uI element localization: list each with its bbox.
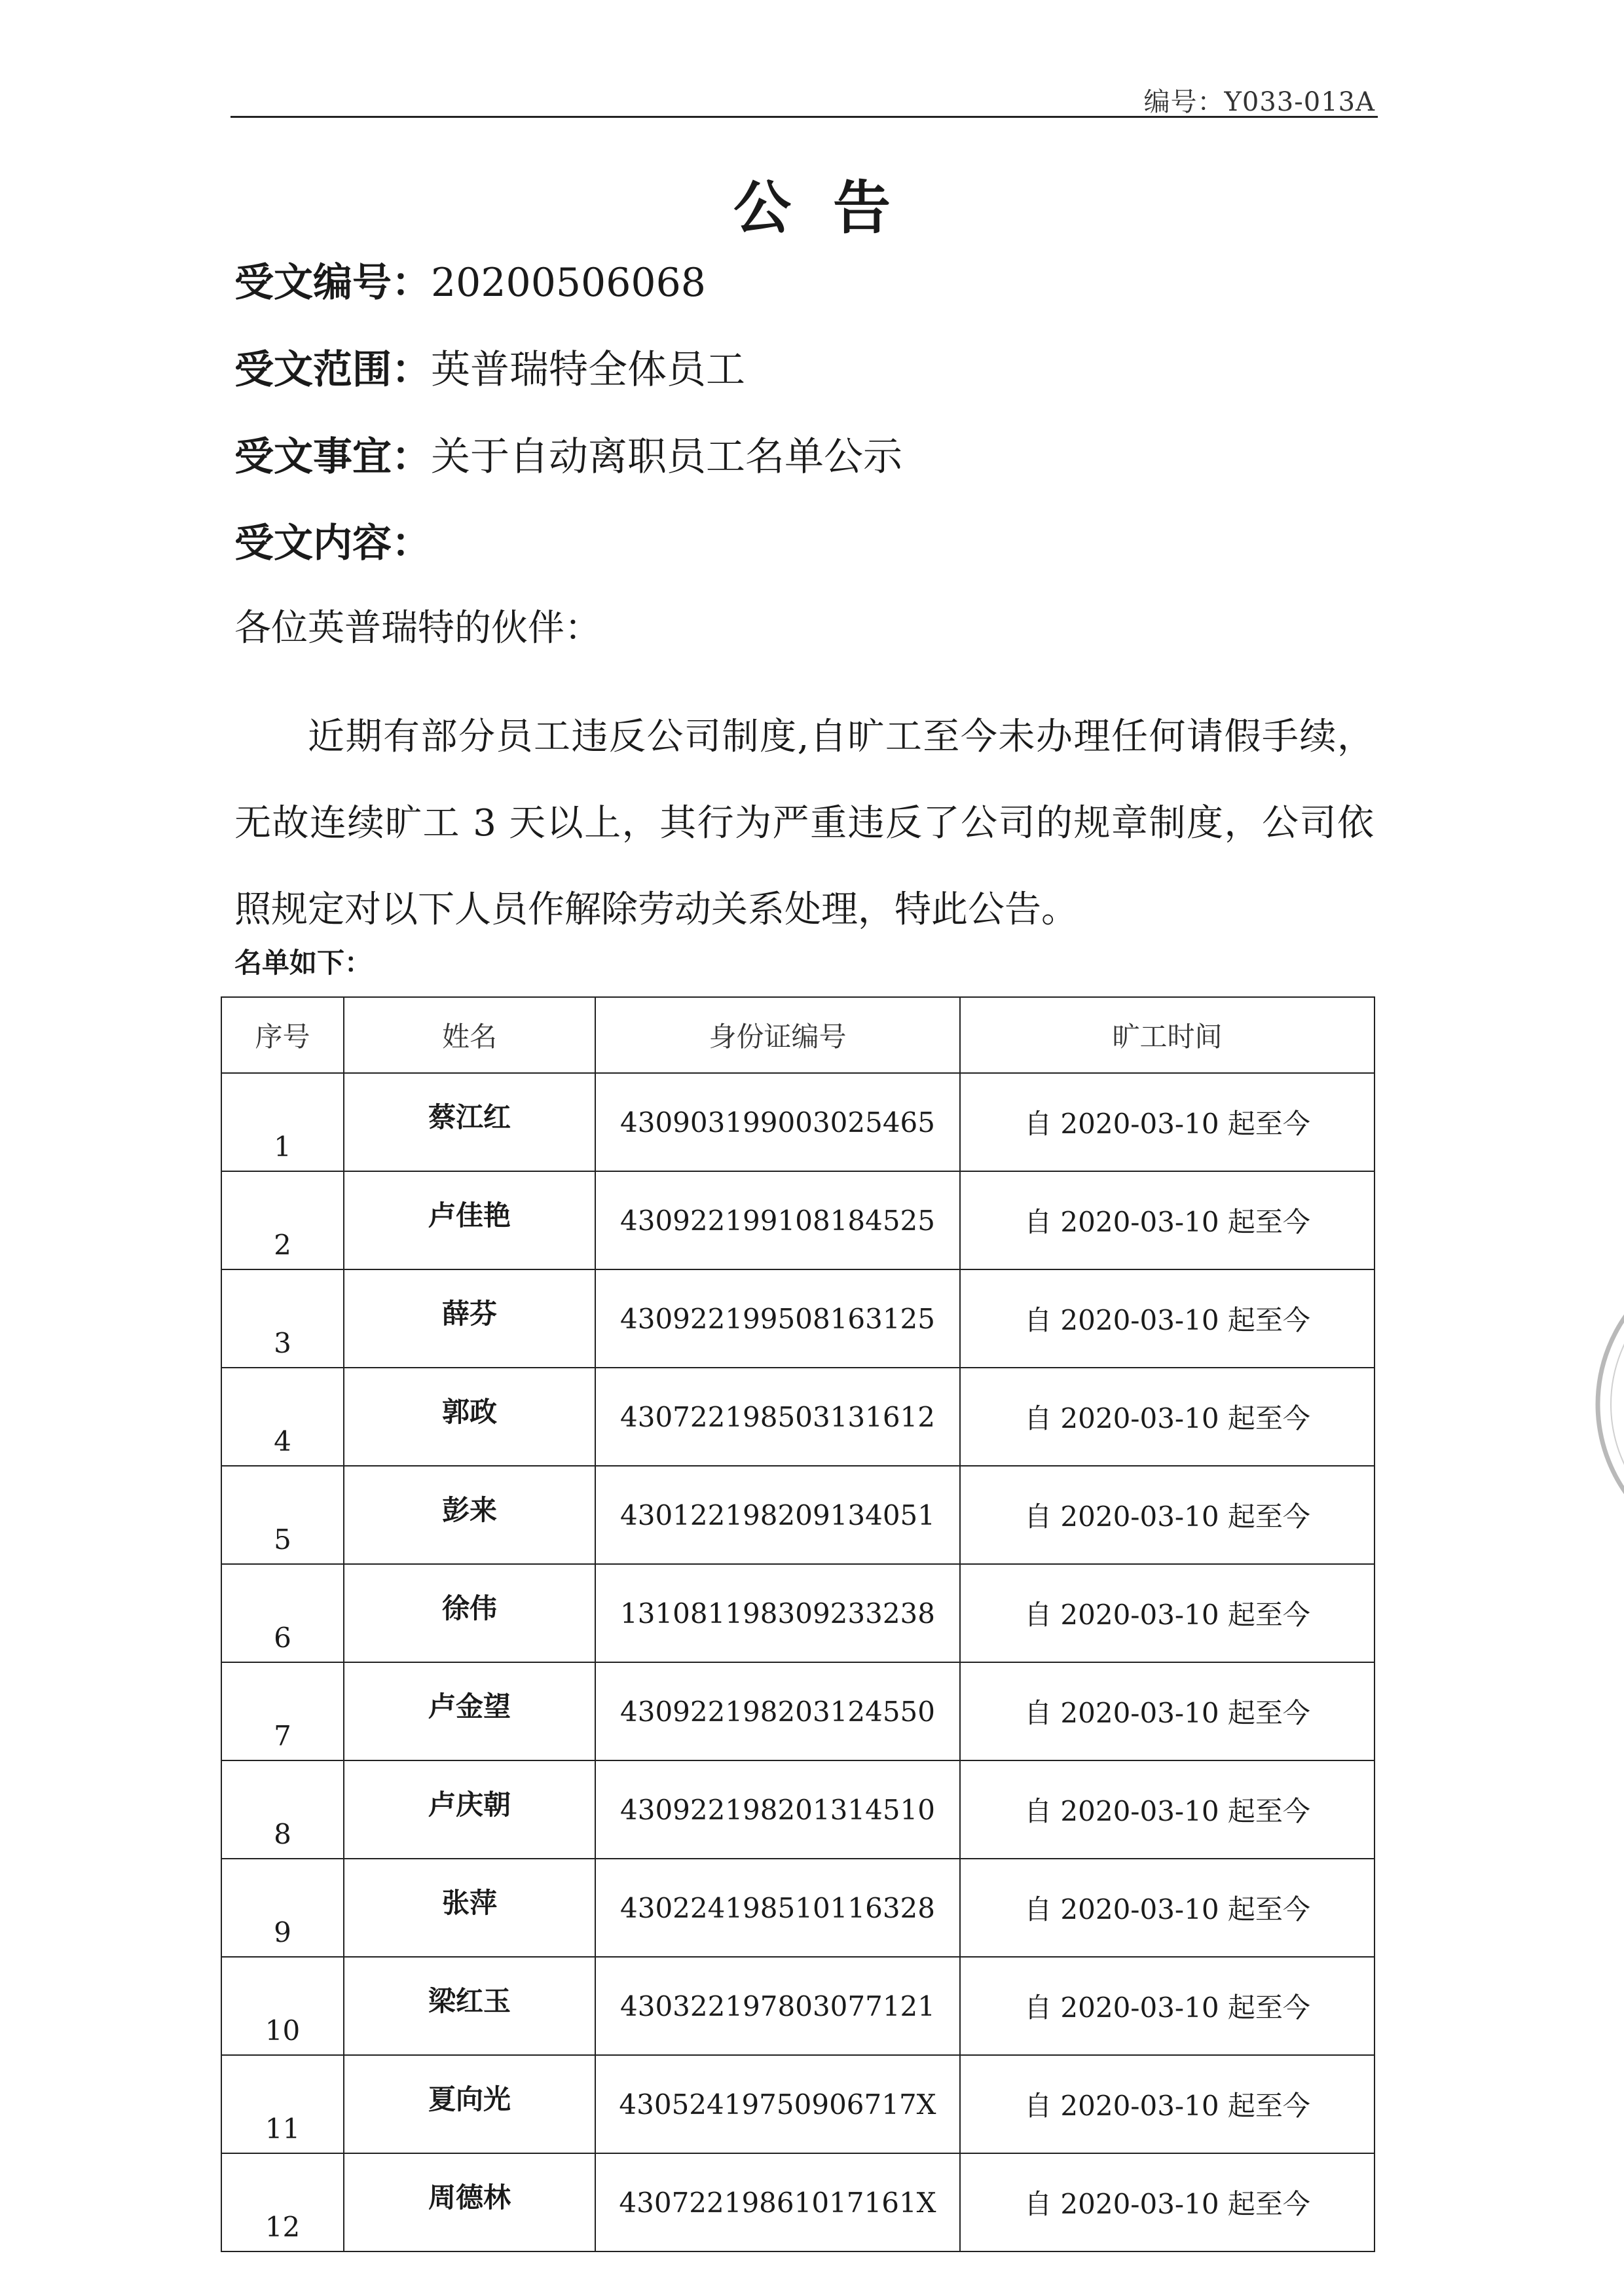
row-name: 彭来 (344, 1466, 595, 1564)
field-matter (234, 431, 902, 483)
row-seq: 3 (221, 1269, 344, 1368)
row-id-number: 430922198201314510 (595, 1760, 960, 1859)
row-seq: 10 (221, 1957, 344, 2055)
field-scope (234, 344, 745, 396)
row-absence-period: 自 2020-03-10 起至今 (960, 1662, 1375, 1760)
table-header-row (221, 997, 1375, 1073)
field-doc-no-value: 20200506068 (431, 260, 706, 306)
row-name: 徐伟 (344, 1564, 595, 1662)
row-name: 卢佳艳 (344, 1171, 595, 1269)
field-scope-value: 英普瑞特全体员工 (431, 347, 745, 393)
table-row (221, 1368, 1375, 1466)
page-title: 公告 (733, 173, 932, 242)
table-row (221, 2055, 1375, 2153)
row-seq: 2 (221, 1171, 344, 1269)
table-body (221, 1073, 1375, 2251)
row-absence-period: 自 2020-03-10 起至今 (960, 1073, 1375, 1171)
table-row (221, 1662, 1375, 1760)
row-seq: 6 (221, 1564, 344, 1662)
row-id-number: 430922199508163125 (595, 1269, 960, 1368)
table-row (221, 1073, 1375, 1171)
table-row (221, 1957, 1375, 2055)
row-name: 卢庆朝 (344, 1760, 595, 1859)
header-name: 姓名 (344, 997, 595, 1073)
field-content (234, 517, 431, 570)
table-row (221, 1859, 1375, 1957)
row-seq: 7 (221, 1662, 344, 1760)
notice-body: 近期有部分员工违反公司制度,自旷工至今未办理任何请假手续，无故连续旷工 3 天以上，其行为严重违反了公司的规章制度，公司依照规定对以下人员作解除劳动关系处理，特此公告。 (234, 716, 1374, 931)
row-absence-period: 自 2020-03-10 起至今 (960, 1564, 1375, 1662)
list-label: 名单如下： (234, 947, 373, 979)
field-scope-label: 受文范围： (234, 347, 431, 393)
row-name: 梁红玉 (344, 1957, 595, 2055)
row-id-number: 43072219861017161X (595, 2153, 960, 2251)
header-id: 身份证编号 (595, 997, 960, 1073)
field-doc-no-label: 受文编号： (234, 260, 431, 306)
row-name: 卢金望 (344, 1662, 595, 1760)
row-id-number: 131081198309233238 (595, 1564, 960, 1662)
row-absence-period: 自 2020-03-10 起至今 (960, 2055, 1375, 2153)
row-seq: 8 (221, 1760, 344, 1859)
row-name: 蔡江红 (344, 1073, 595, 1171)
row-seq: 11 (221, 2055, 344, 2153)
table-row (221, 1466, 1375, 1564)
row-seq: 12 (221, 2153, 344, 2251)
header-divider (231, 116, 1378, 118)
row-absence-period: 自 2020-03-10 起至今 (960, 2153, 1375, 2251)
row-seq: 4 (221, 1368, 344, 1466)
header-absence: 旷工时间 (960, 997, 1375, 1073)
row-id-number: 43052419750906717X (595, 2055, 960, 2153)
field-doc-no (234, 257, 706, 309)
row-id-number: 430322197803077121 (595, 1957, 960, 2055)
row-id-number: 430722198503131612 (595, 1368, 960, 1466)
row-name: 张萍 (344, 1859, 595, 1957)
row-name: 郭政 (344, 1368, 595, 1466)
table-row (221, 2153, 1375, 2251)
row-id-number: 430922199108184525 (595, 1171, 960, 1269)
row-absence-period: 自 2020-03-10 起至今 (960, 1466, 1375, 1564)
table-row (221, 1564, 1375, 1662)
document-number: 编号：Y033-013A (1143, 87, 1375, 117)
row-name: 夏向光 (344, 2055, 595, 2153)
row-id-number: 430224198510116328 (595, 1859, 960, 1957)
row-id-number: 430903199003025465 (595, 1073, 960, 1171)
row-absence-period: 自 2020-03-10 起至今 (960, 1957, 1375, 2055)
row-seq: 9 (221, 1859, 344, 1957)
table-row (221, 1269, 1375, 1368)
table-row (221, 1171, 1375, 1269)
row-id-number: 430122198209134051 (595, 1466, 960, 1564)
table-row (221, 1760, 1375, 1859)
row-name: 薛芬 (344, 1269, 595, 1368)
row-absence-period: 自 2020-03-10 起至今 (960, 1859, 1375, 1957)
field-matter-label: 受文事宜： (234, 434, 431, 480)
row-absence-period: 自 2020-03-10 起至今 (960, 1368, 1375, 1466)
greeting: 各位英普瑞特的伙伴： (234, 607, 601, 649)
field-content-label: 受文内容： (234, 520, 431, 566)
row-absence-period: 自 2020-03-10 起至今 (960, 1760, 1375, 1859)
company-seal (1581, 1293, 1624, 1516)
row-name: 周德林 (344, 2153, 595, 2251)
row-seq: 1 (221, 1073, 344, 1171)
row-id-number: 430922198203124550 (595, 1662, 960, 1760)
row-seq: 5 (221, 1466, 344, 1564)
employee-table (221, 996, 1375, 2252)
field-matter-value: 关于自动离职员工名单公示 (431, 434, 902, 480)
row-absence-period: 自 2020-03-10 起至今 (960, 1269, 1375, 1368)
header-seq: 序号 (221, 997, 344, 1073)
row-absence-period: 自 2020-03-10 起至今 (960, 1171, 1375, 1269)
